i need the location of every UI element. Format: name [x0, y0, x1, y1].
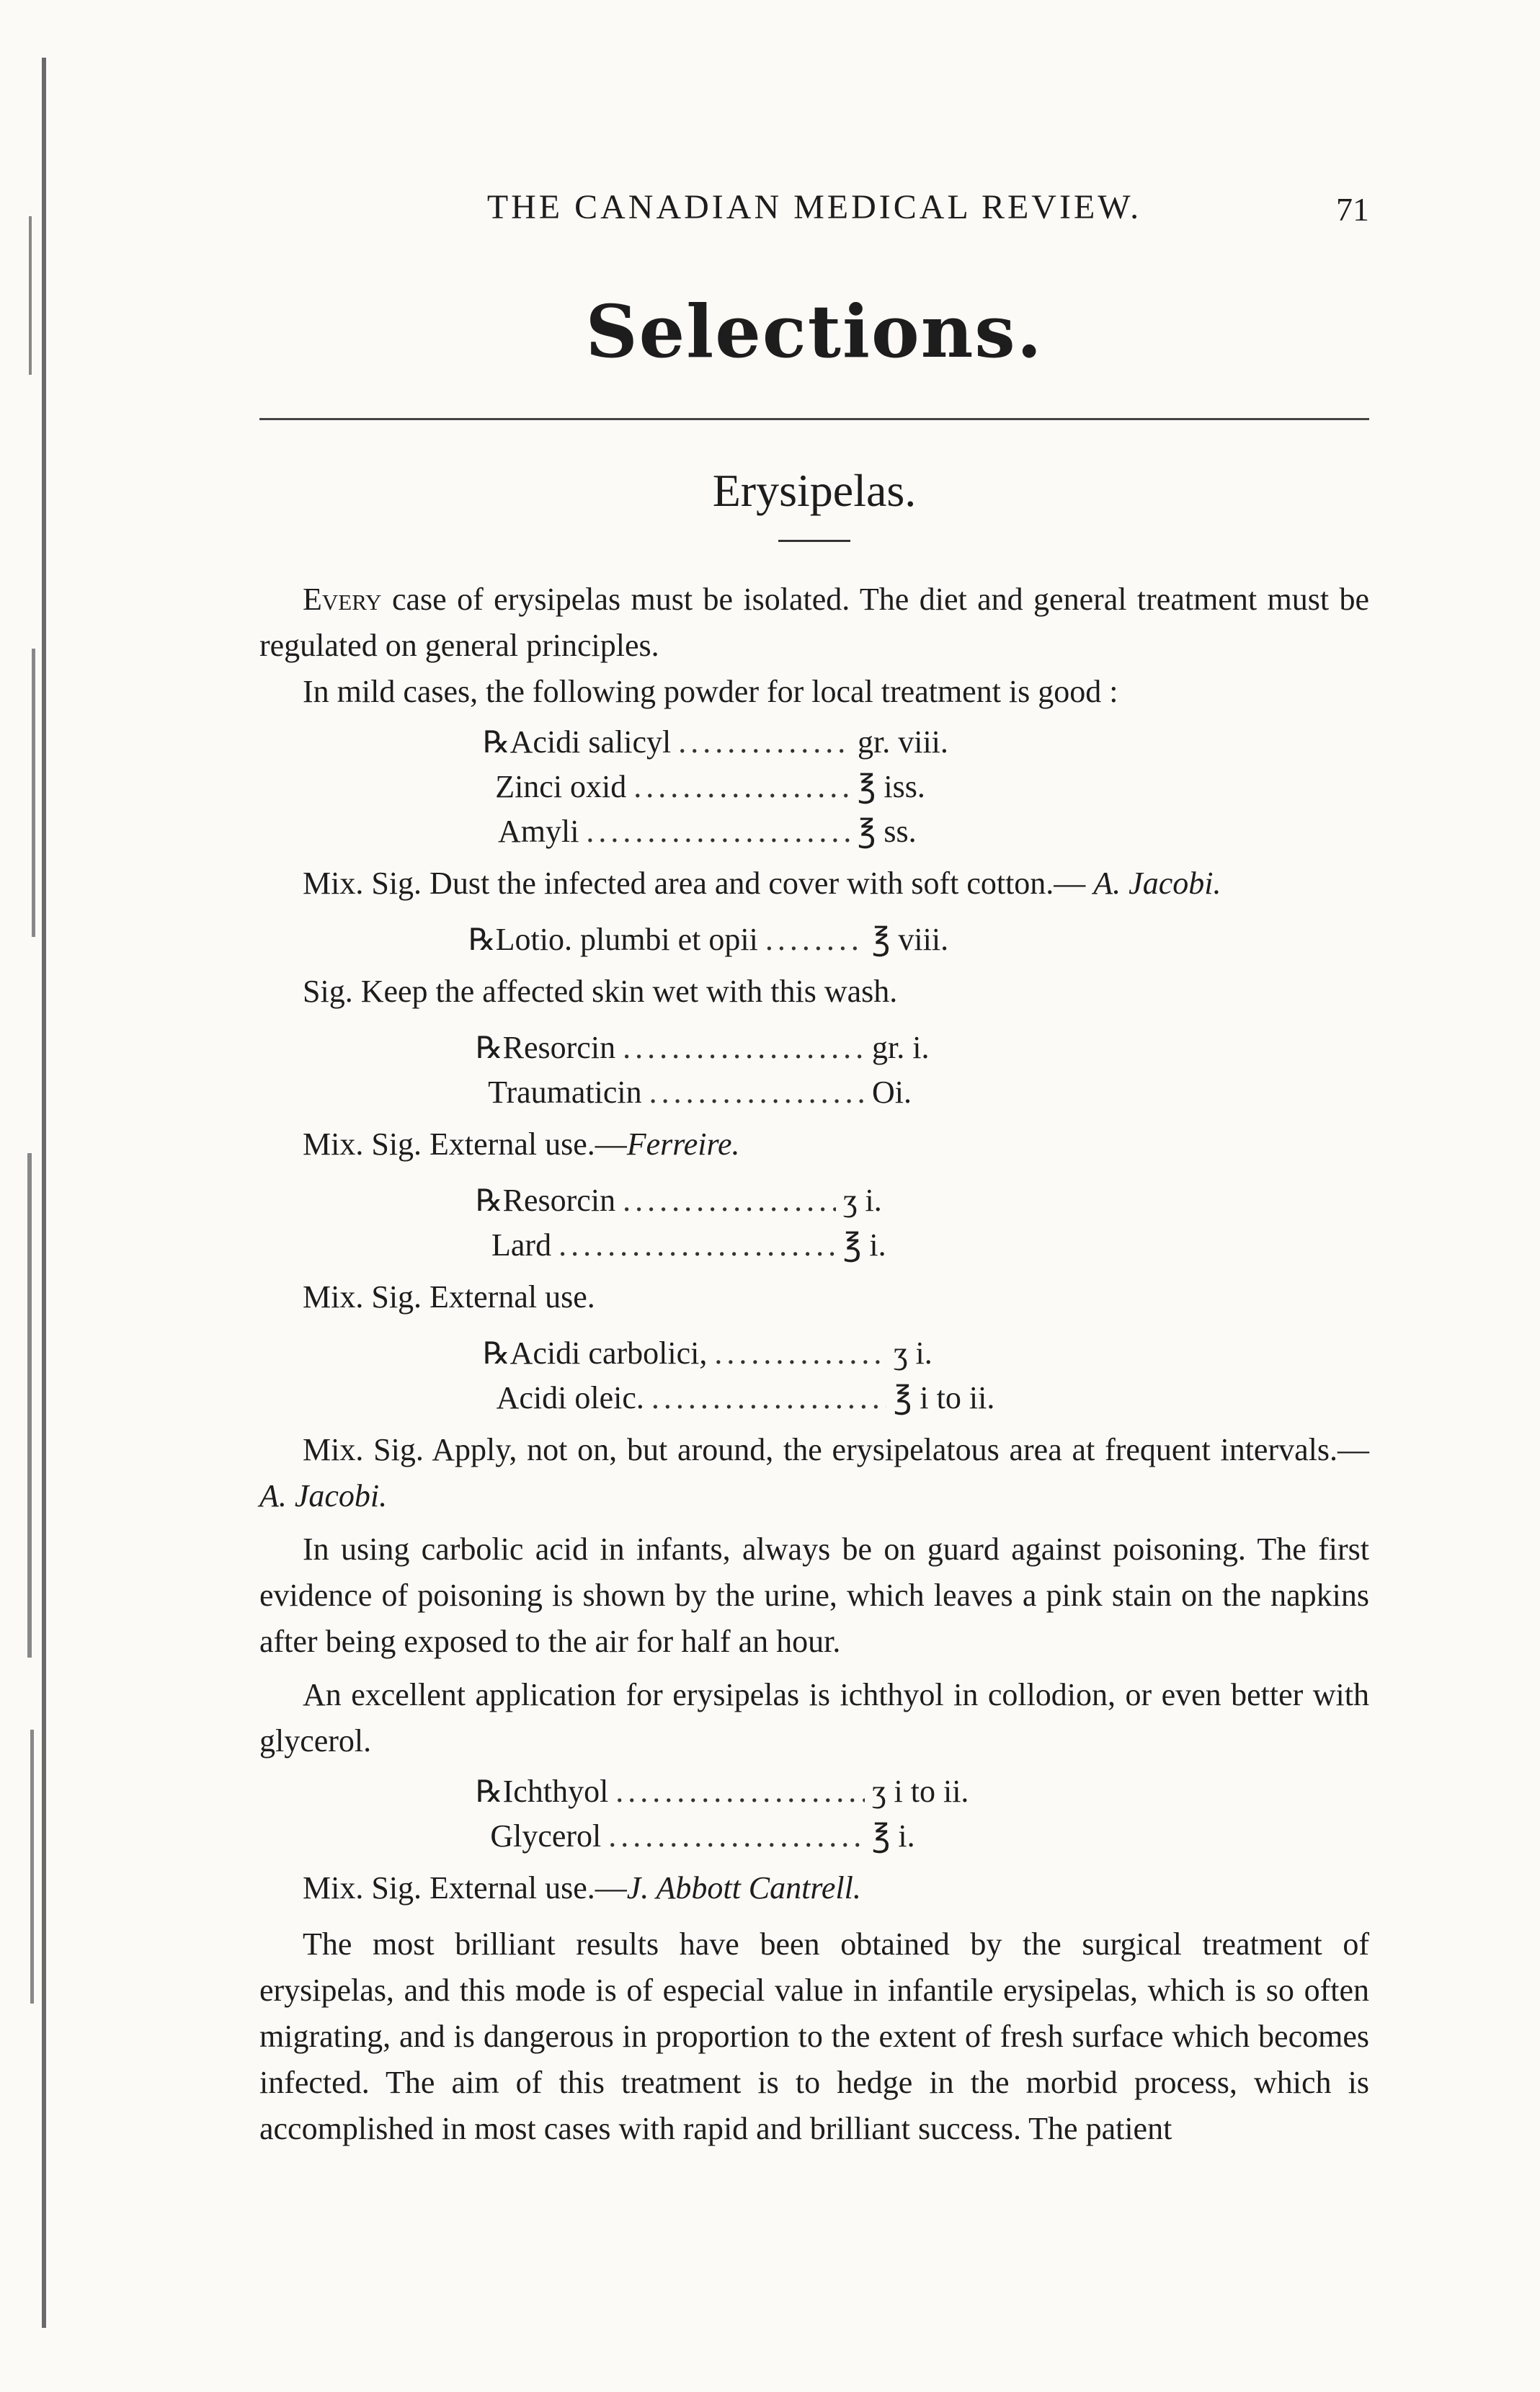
rx-ingredient: Amyli	[497, 814, 579, 849]
rx-signature	[259, 969, 1369, 1015]
rx-line	[476, 1222, 980, 1267]
attribution: A. Jacobi.	[1093, 866, 1221, 901]
rx-ingredient: Acidi salicyl	[509, 724, 672, 760]
attribution: A. Jacobi.	[259, 1478, 388, 1513]
sig-label: Mix. Sig.	[303, 1126, 422, 1162]
rx-line	[483, 719, 994, 764]
sig-label: Sig.	[303, 974, 353, 1009]
final-paragraph: The most brilliant results have been obtained by the surgical treatment of erysipelas, and this mode is of especial value in infantile erysipelas, which is so often migrating, and is dangerous in proportion to the extent of fresh surface which becomes infected. The aim of this treatment is to hedge in the morbid process, which is accomplished in most cases with rapid and brilliant success. The patient	[259, 1926, 1369, 2146]
leader-dots	[623, 1178, 836, 1224]
rx-line	[468, 917, 1009, 961]
rx-signature	[259, 1865, 1369, 1911]
rx-ingredient: Traumaticin	[488, 1075, 642, 1110]
leader-dots	[615, 1769, 865, 1815]
sig-text: External use.—	[429, 1870, 627, 1906]
scan-binding-edge	[0, 0, 65, 2392]
rx-ingredient: Resorcin	[502, 1183, 616, 1218]
sig-text: External use.—	[429, 1126, 627, 1162]
rx-ingredient: Acidi oleic.	[496, 1380, 644, 1415]
rx-line	[476, 1070, 1009, 1114]
article-title: Erysipelas.	[712, 465, 917, 516]
leader-dots	[608, 1813, 865, 1859]
rx-signature	[259, 1274, 1369, 1320]
leader-dots	[765, 917, 865, 963]
rx-quantity: ʒ i to ii.	[872, 1774, 969, 1809]
running-head	[259, 187, 1369, 238]
rx-ingredient: Lotio. plumbi et opii	[495, 922, 758, 957]
rx-signature	[259, 1427, 1369, 1519]
sig-text: External use.	[429, 1279, 595, 1315]
intro-text: case of erysipelas must be isolated. The diet and general treatment must be regulated on general principles.	[259, 582, 1369, 663]
rx-quantity: ℥ ss.	[858, 814, 917, 849]
rx-line	[483, 1330, 1031, 1375]
rx-ingredient: Acidi carbolici,	[509, 1335, 708, 1371]
rx-line	[476, 1813, 1009, 1858]
sig-label: Mix. Sig.	[303, 1870, 422, 1906]
dropcap-word: Every	[303, 582, 382, 617]
sig-label: Mix. Sig.	[303, 866, 422, 901]
leader-dots	[678, 719, 850, 765]
rx-line	[476, 1769, 1009, 1813]
recipe-symbol: ℞	[476, 1776, 503, 1809]
rx-ingredient: Glycerol	[490, 1818, 602, 1854]
rx-quantity: gr. viii.	[858, 724, 948, 760]
attribution: Ferreire.	[626, 1126, 740, 1162]
prescription-2	[468, 917, 1009, 961]
sig-label: Mix. Sig.	[303, 1432, 424, 1467]
leader-dots	[558, 1222, 836, 1268]
rx-quantity: ʒ i.	[894, 1335, 933, 1371]
rx-quantity: ʒ i.	[843, 1183, 882, 1218]
rx-signature	[259, 1121, 1369, 1168]
article-body	[259, 577, 1369, 2152]
rx-line	[483, 1375, 1031, 1420]
carbolic-paragraph: In using carbolic acid in infants, always be on guard against poisoning. The first evidence of poisoning is shown by the urine, which leaves a pink stain on the napkins after being exposed to the air for half an hour.	[259, 1531, 1369, 1659]
sig-label: Mix. Sig.	[303, 1279, 422, 1315]
leader-dots	[633, 764, 850, 810]
recipe-symbol: ℞	[483, 1338, 510, 1371]
sig-text: Apply, not on, but around, the erysipelatous area at frequent intervals.—	[432, 1432, 1369, 1467]
rx-quantity: ℥ i.	[872, 1818, 915, 1854]
section-divider	[259, 418, 1369, 420]
rx-ingredient: Resorcin	[502, 1030, 616, 1065]
prescription-4	[476, 1178, 980, 1267]
rx-signature	[259, 861, 1369, 907]
leader-dots	[586, 809, 850, 855]
rx-ingredient: Ichthyol	[502, 1774, 609, 1809]
attribution: J. Abbott Cantrell.	[626, 1870, 861, 1906]
rx-ingredient: Zinci oxid	[495, 769, 627, 804]
sig-text: Keep the affected skin wet with this wash.	[360, 974, 898, 1009]
prescription-6	[476, 1769, 1009, 1858]
recipe-symbol: ℞	[476, 1032, 503, 1065]
prescription-1	[483, 719, 994, 853]
leader-dots	[714, 1330, 886, 1377]
prescription-5	[483, 1330, 1031, 1420]
document-page	[259, 187, 1369, 2152]
ichthyol-paragraph: An excellent application for erysipelas is ichthyol in collodion, or even better with glycerol.	[259, 1677, 1369, 1759]
recipe-symbol: ℞	[476, 1185, 503, 1218]
section-title: Selections.	[585, 289, 1043, 374]
intro-paragraph	[259, 577, 1369, 669]
rx-line	[476, 1178, 980, 1222]
rx-line	[476, 1025, 1009, 1070]
rx-quantity: ℥ iss.	[858, 769, 925, 804]
sig-text: Dust the infected area and cover with soft cotton.—	[429, 866, 1086, 901]
rx-quantity: ℥ i.	[843, 1227, 886, 1263]
intro-paragraph-2: In mild cases, the following powder for local treatment is good :	[303, 674, 1118, 709]
rx-quantity: gr. i.	[872, 1030, 930, 1065]
recipe-symbol: ℞	[483, 726, 510, 760]
journal-title: THE CANADIAN MEDICAL REVIEW.	[486, 188, 1142, 226]
title-divider	[778, 540, 850, 542]
recipe-symbol: ℞	[468, 924, 496, 957]
rx-quantity: Oi.	[872, 1075, 912, 1110]
leader-dots	[623, 1025, 865, 1071]
leader-dots	[651, 1375, 886, 1421]
page-number: 71	[1336, 191, 1369, 228]
rx-ingredient: Lard	[491, 1227, 552, 1263]
leader-dots	[649, 1070, 865, 1116]
rx-line	[483, 764, 994, 809]
prescription-3	[476, 1025, 1009, 1114]
rx-line	[483, 809, 994, 853]
rx-quantity: ℥ i to ii.	[894, 1380, 995, 1415]
rx-quantity: ℥ viii.	[872, 922, 949, 957]
